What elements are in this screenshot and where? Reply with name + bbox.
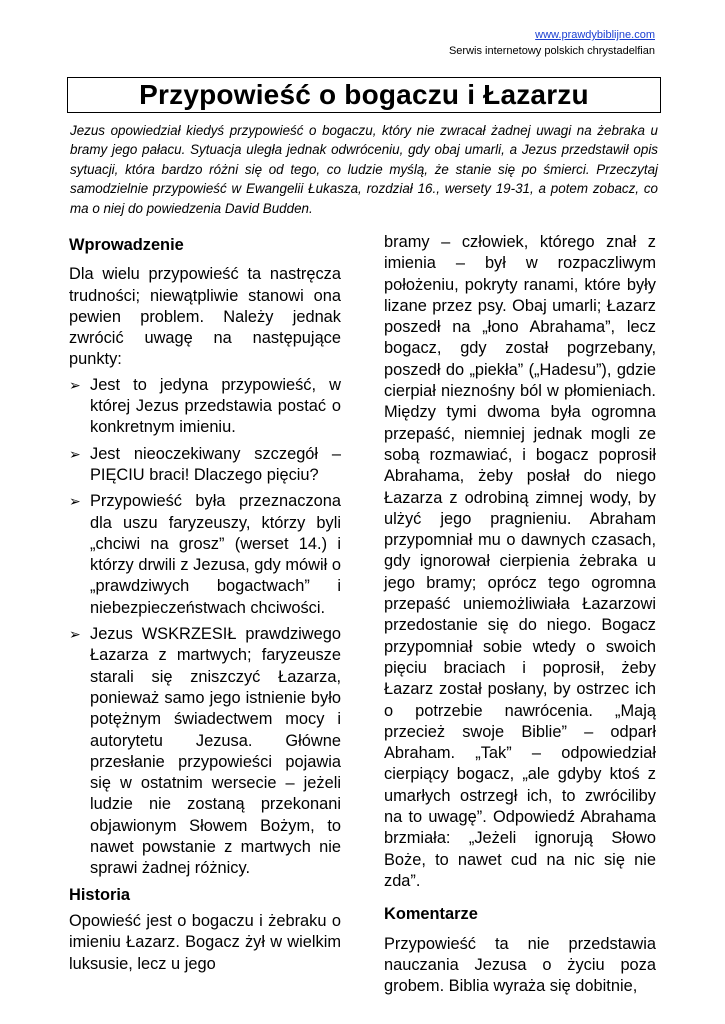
arrowhead-bullet-icon: ➢ (69, 493, 81, 510)
bullet-item (69, 491, 341, 619)
page-title: Przypowieść o bogaczu i Łazarzu (139, 79, 589, 110)
heading-wprowadzenie: Wprowadzenie (69, 236, 184, 254)
historia-paragraph-continued: bramy – człowiek, którego znał z imienia – był w rozpaczliwym położeniu, pokryty ranami, które były lizane przez psy. Obaj umarli; Łazarz poszedł na „łono Abrahama”, lecz bogacz, gdy został pogrzebany, poszedł do „piekła” („Hadesu”), gdzie cierpiał nieznośny ból w płomieniach. Między tymi dwoma była ogromna przepaść, niemniej jednak mogli ze sobą rozmawiać, i bogacz poprosił Abrahama, żeby posłał do niego Łazarza z odrobiną zimnej wody, by ulżyć jego pragnieniu. Abraham przypomniał mu o dawnych czasach, gdy ignorował cierpienia żebraka u jego bramy; oprócz tego ogromna przepaść uniemożliwiała Łazarzowi przedostanie się do niego. Bogacz przypomniał sobie wtedy o swoich pięciu braciach i poprosił, żeby Łazarz został posłany, by ostrzec ich o potrzebie nawrócenia. „Mają przecież swoje Biblie” – odparł Abraham. „Tak” – odpowiedział cierpiący bogacz, „ale gdyby ktoś z umarłych ostrzegł ich, to zwróciliby na to uwagę”. Odpowiedź Abrahama brzmiała: „Jeżeli ignorują Słowo Boże, to nawet cud na nic się nie zda”. (384, 233, 656, 890)
wprowadzenie-paragraph: Dla wielu przypowieść ta nastręcza trudności; niewątpliwie stanowi ona pewien problem. Należy jednak zwrócić uwagę na następujące punkty: (69, 265, 341, 369)
site-url-link[interactable]: www.prawdybiblijne.com (535, 29, 655, 41)
komentarze-paragraph: Przypowieść ta nie przedstawia nauczania Jezusa o życiu poza grobem. Biblia wyraża się dobitnie, (384, 934, 656, 996)
title-box (67, 77, 661, 113)
bullet-list (69, 375, 341, 880)
site-header (449, 27, 655, 59)
left-column (69, 232, 341, 975)
bullet-item (69, 375, 341, 439)
bullet-item (69, 624, 341, 880)
bullet-text: Przypowieść była przeznaczona dla uszu faryzeuszy, którzy byli „chciwi na grosz” (werset 14.) i którzy drwili z Jezusa, gdy mówił o „prawdziwych bogactwach” i niebezpieczeństwach chciwości. (90, 492, 341, 617)
bullet-text: Jest nieoczekiwany szczegół – PIĘCIU braci! Dlaczego pięciu? (90, 444, 341, 484)
arrowhead-bullet-icon: ➢ (69, 376, 81, 393)
arrowhead-bullet-icon: ➢ (69, 626, 81, 643)
intro-paragraph: Jezus opowiedział kiedyś przypowieść o bogaczu, który nie zwracał żadnej uwagi na żebraka u bramy jego pałacu. Sytuacja uległa jednak odwróceniu, gdy obaj umarli, a Jezus przedstawił opis sytuacji, która bardzo różni się od tego, co ludzie myślą, że stanie się po śmierci. Przeczytaj samodzielnie przypowieść w Ewangelii Łukasza, rozdział 16., wersety 19-31, a potem zobacz, co ma o niej do powiedzenia David Budden. (70, 123, 658, 216)
heading-komentarze: Komentarze (384, 905, 478, 924)
bullet-text: Jest to jedyna przypowieść, w której Jezus przedstawia postać o konkretnym imieniu. (90, 375, 341, 437)
right-column (384, 232, 656, 997)
arrowhead-bullet-icon: ➢ (69, 445, 81, 462)
bullet-text: Jezus WSKRZESIŁ prawdziwego Łazarza z martwych; faryzeusze starali się zniszczyć Łazarza, ponieważ samo jego istnienie było potężnym świadectwem mocy i autorytetu Jezusa. Główne przesłanie przypowieści pojawia się w ostatnim wersecie – jeżeli ludzie nie zostaną przekonani objawionym Słowem Bożym, to nawet powstanie z martwych nie sprawi żadnej różnicy. (90, 625, 341, 878)
site-subtitle: Serwis internetowy polskich chrystadelfian (448, 45, 655, 57)
historia-paragraph-start: Opowieść jest o bogaczu i żebraku o imieniu Łazarz. Bogacz żył w wielkim luksusie, lecz u jego (69, 911, 341, 973)
heading-historia: Historia (69, 885, 131, 904)
bullet-item (69, 444, 341, 487)
